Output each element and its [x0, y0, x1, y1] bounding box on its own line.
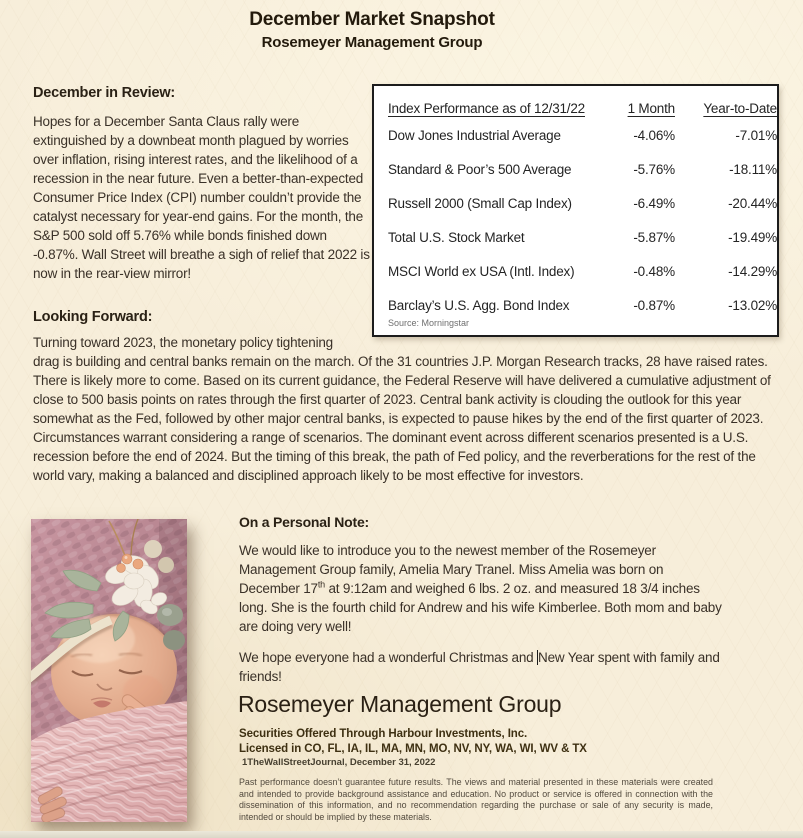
index-performance-table [372, 84, 779, 337]
ytd-value: -20.44% [728, 195, 777, 211]
index-name: Barclay’s U.S. Agg. Bond Index [388, 297, 570, 313]
table-source-note: Source: Morningstar [388, 318, 470, 328]
index-name: MSCI World ex USA (Intl. Index) [388, 263, 575, 279]
index-name: Russell 2000 (Small Cap Index) [388, 195, 572, 211]
one-month-value: -5.87% [633, 229, 675, 245]
baby-photo [31, 519, 187, 822]
table-row [374, 254, 777, 288]
one-month-value: -0.48% [633, 263, 675, 279]
table-row [374, 118, 777, 152]
col-header-index: Index Performance as of 12/31/22 [388, 101, 585, 116]
looking-forward-heading: Looking Forward: [33, 309, 153, 325]
table-row [374, 288, 777, 322]
note-p1-text-continued: at 9:12am and weighed 6 lbs. 2 oz. and measured 18 3/4 inches long. She is the fourth child for Andrew and his wife Kimberlee. Both mom and baby are doing very well! [239, 581, 722, 634]
col-header-1-month: 1 Month [627, 101, 675, 116]
ytd-value: -19.49% [728, 229, 777, 245]
ytd-value: -13.02% [728, 297, 777, 313]
one-month-value: -5.76% [633, 161, 675, 177]
source-footnote: 1TheWallStreetJournal, December 31, 2022 [242, 757, 436, 768]
table-row [374, 152, 777, 186]
document-header [0, 9, 744, 51]
looking-forward-first-line: Turning toward 2023, the monetary policy tightening [33, 335, 333, 350]
personal-note-paragraph-2 [239, 648, 725, 686]
looking-forward-paragraph: drag is building and central banks remain on the march. Of the 31 countries J.P. Morgan Research tracks, 28 have raised rates. There is likely more to come. Based on its current guidance, the Federal Reserve will have delivered a cumulative adjustment of close to 500 basis points on rates through the first quarter of 2023. Central bank activity is clouding the outlook for this year somewhat as the Fed, followed by other major central banks, is expected to pause hikes by the end of the first quarter of 2023. Circumstances warrant considering a range of scenarios. The dominant event across different scenarios presented is a U.S. recession before the end of 2024. But the timing of this break, the path of Fed policy, and the reverberations for the rest of the world vary, making a balanced and disciplined approach likely to be most effective for investors. [33, 354, 771, 483]
index-name: Dow Jones Industrial Average [388, 127, 561, 143]
securities-disclosure-line: Securities Offered Through Harbour Investments, Inc. [239, 728, 528, 740]
table-header-row [374, 86, 777, 118]
personal-note-heading: On a Personal Note: [239, 514, 370, 530]
ordinal-superscript: th [317, 579, 325, 590]
december-in-review-heading: December in Review: [33, 85, 176, 101]
table-row [374, 220, 777, 254]
index-name: Standard & Poor’s 500 Average [388, 161, 572, 177]
ytd-value: -14.29% [728, 263, 777, 279]
table-row [374, 186, 777, 220]
page-subtitle: Rosemeyer Management Group [261, 34, 483, 51]
note-p2-text-continued: New Year spent with family and friends! [239, 650, 720, 684]
personal-note-paragraph-1 [239, 541, 725, 636]
ytd-value: -7.01% [735, 127, 777, 143]
one-month-value: -4.06% [633, 127, 675, 143]
bottom-edge-band [0, 831, 803, 838]
licensed-states-line: Licensed in CO, FL, IA, IL, MA, MN, MO, NV, NY, WA, WI, WV & TX [239, 743, 587, 755]
note-p1-text: We would like to introduce you to the newest member of the Rosemeyer Management Group family, Amelia Mary Tranel. Miss Amelia was born on December 17 [239, 543, 664, 596]
index-name: Total U.S. Stock Market [388, 229, 525, 245]
baby-photo-illustration [31, 519, 187, 822]
one-month-value: -6.49% [633, 195, 675, 211]
legal-disclaimer: Past performance doesn’t guarantee future results. The views and material presented in these materials were created and intended to provide background assistance and education. No product or service is offered in connection with the dissemination of this information, and no recommendation regarding the purchase or sale of any security is made, intended or should be implied by these materials. [239, 777, 713, 822]
index-performance-grid [374, 86, 777, 322]
note-p2-text: We hope everyone had a wonderful Christmas and [239, 650, 538, 665]
one-month-value: -0.87% [633, 297, 675, 313]
december-in-review-paragraph: Hopes for a December Santa Claus rally were extinguished by a downbeat month plagued by worries over inflation, rising interest rates, and the likelihood of a recession in the near future. Even a better-than-expected Consumer Price Index (CPI) number couldn’t provide the catalyst necessary for year-end gains. For the month, the S&P 500 sold off 5.76% while bonds finished down -0.87%. Wall Street will breathe a sigh of relief that 2022 is now in the rear-view mirror! [33, 114, 370, 281]
col-header-year-to-date: Year-to-Date [703, 101, 777, 116]
company-signature: Rosemeyer Management Group [238, 691, 562, 717]
ytd-value: -18.11% [729, 161, 777, 177]
page-title: December Market Snapshot [249, 9, 495, 30]
